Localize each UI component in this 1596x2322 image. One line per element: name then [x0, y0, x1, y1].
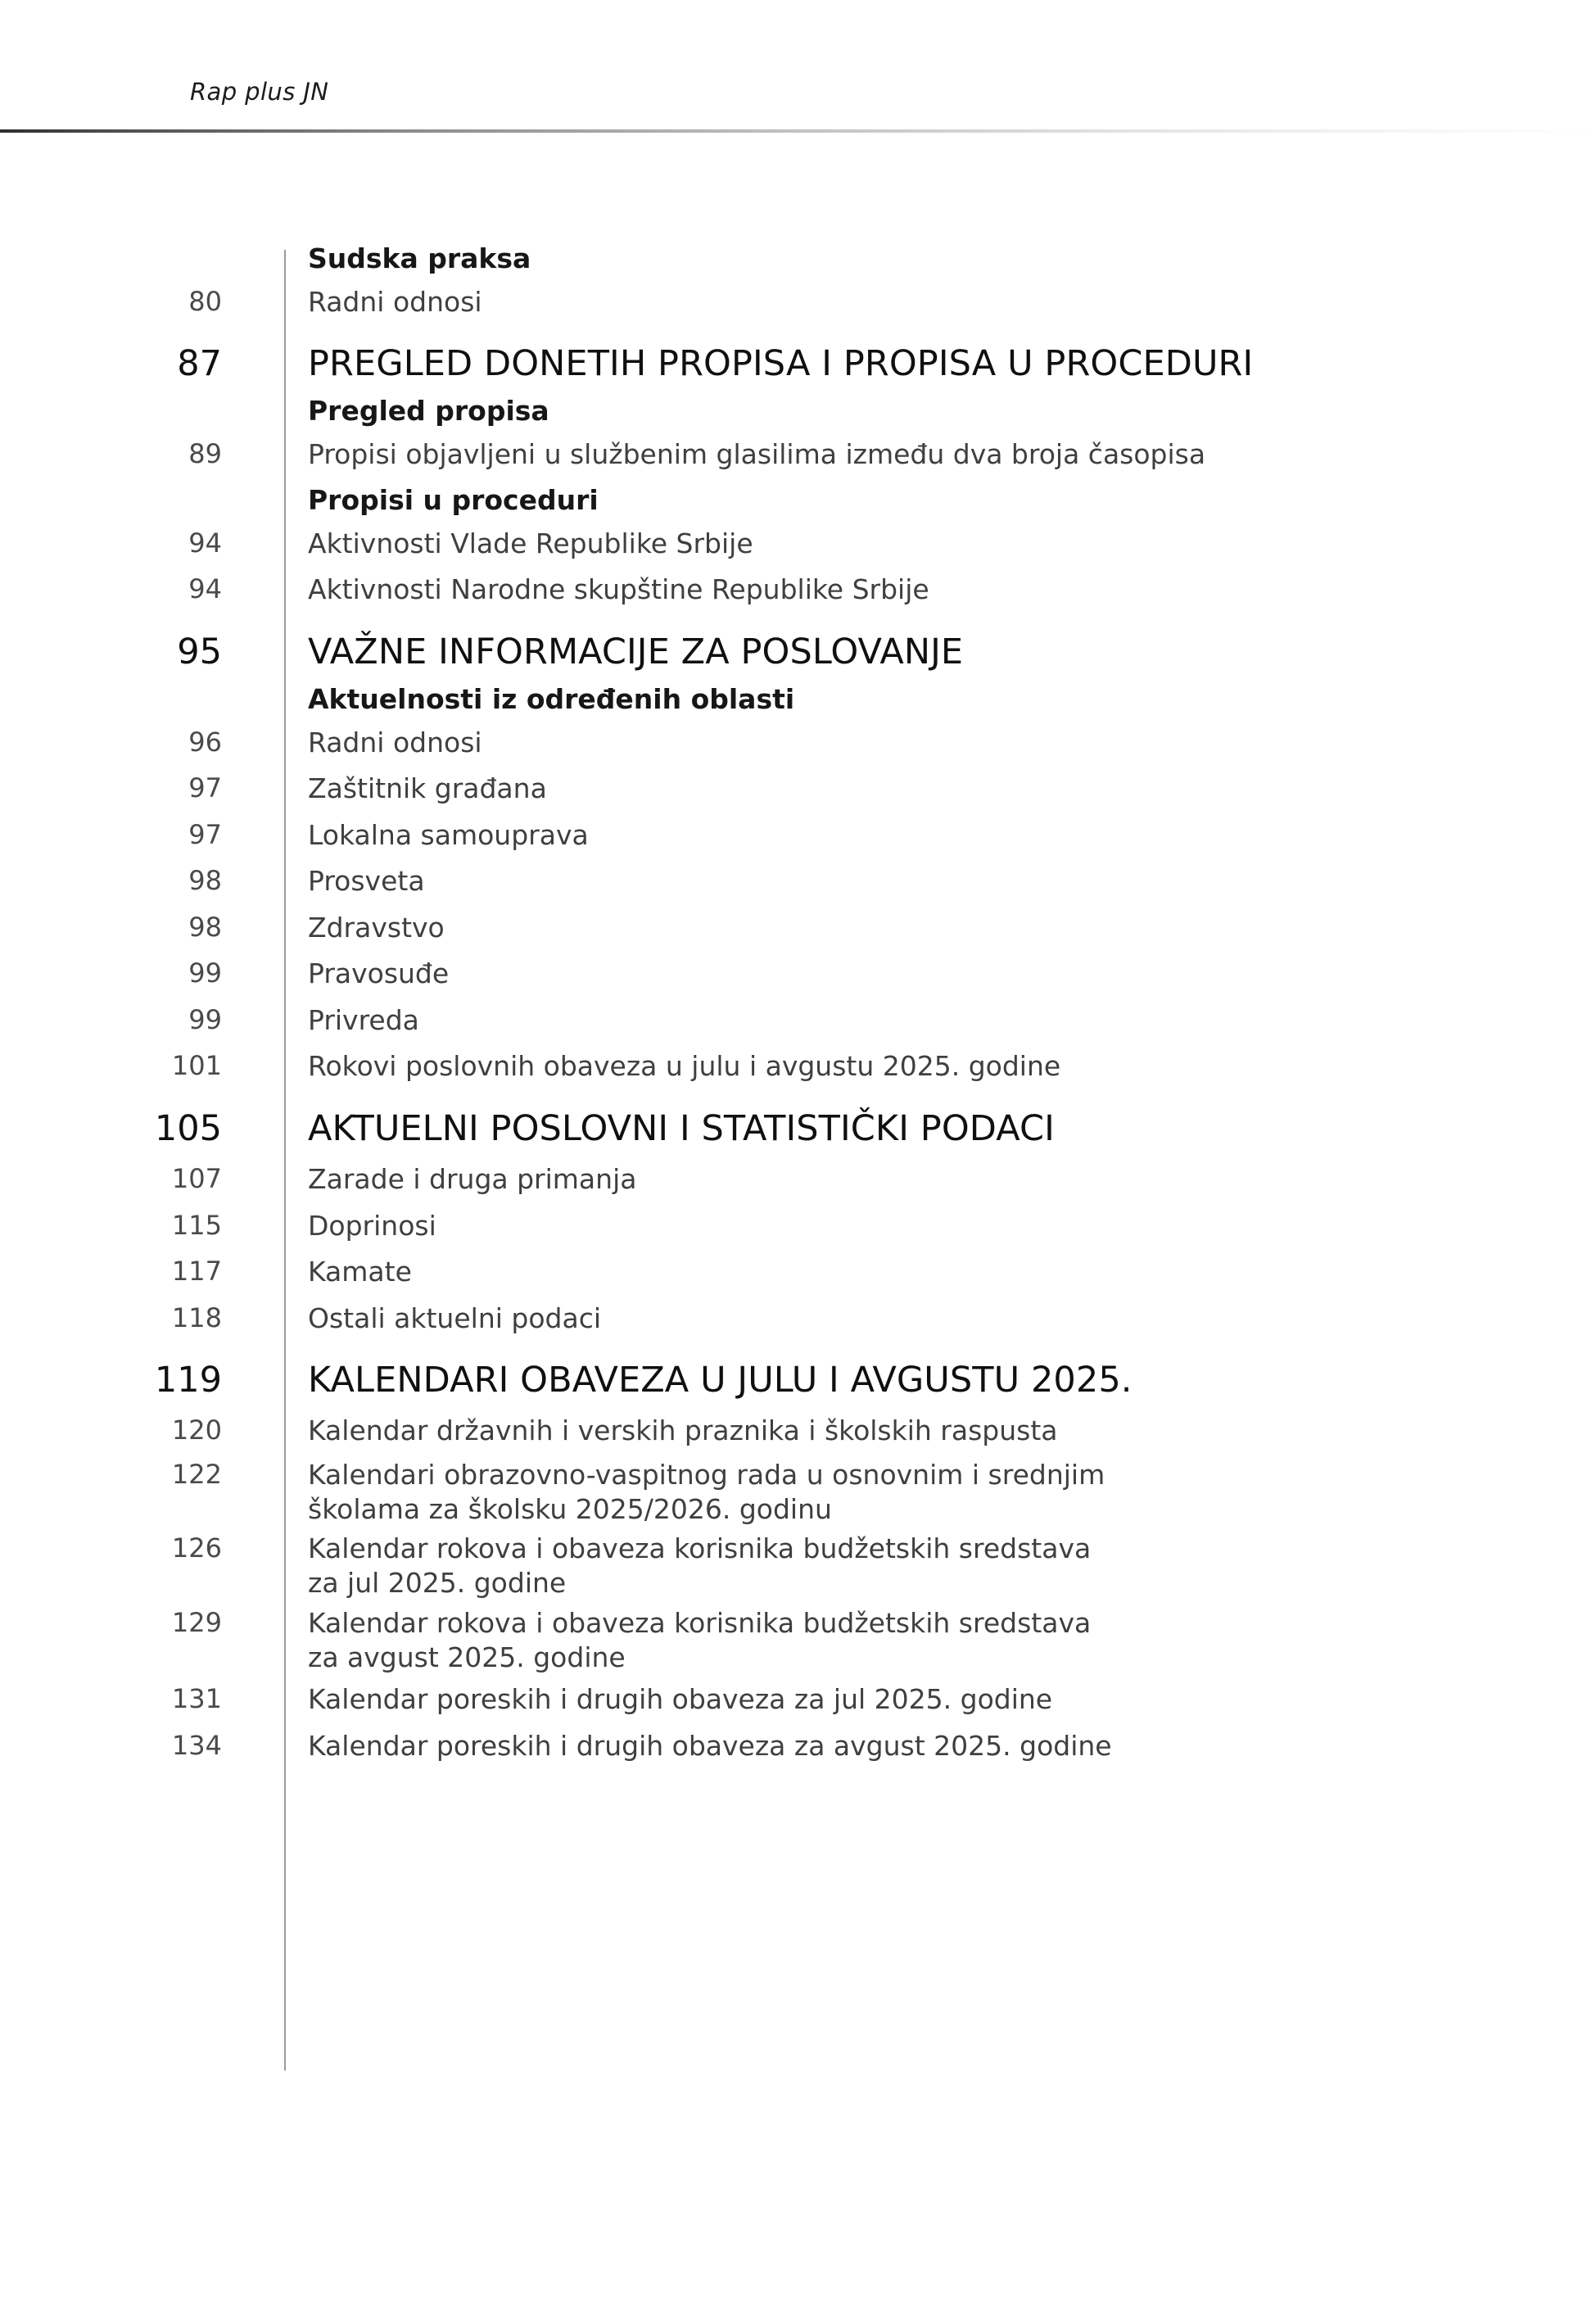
toc-rows-container — [143, 232, 1454, 1772]
toc-entry-title — [264, 1532, 1454, 1600]
toc-section-title: VAŽNE INFORMACIJE ZA POSLOVANJE — [308, 631, 964, 672]
toc-entry-row[interactable] — [143, 1532, 1454, 1600]
toc-page-number: 96 — [188, 726, 222, 758]
toc-section-row[interactable] — [143, 632, 1454, 672]
toc-section-title: KALENDARI OBAVEZA U JULU I AVGUSTU 2025. — [308, 1360, 1133, 1401]
toc-entry-title: Privreda — [308, 1003, 419, 1036]
toc-entry-title-line-2: za avgust 2025. godine — [308, 1641, 626, 1673]
toc-group-row[interactable] — [143, 683, 1454, 716]
toc-page-number: 94 — [188, 573, 222, 605]
toc-entry-row[interactable] — [143, 524, 1454, 564]
toc-entry-title: Rokovi poslovnih obaveza u julu i avgustu 2025. godine — [308, 1050, 1061, 1083]
toc-group-row[interactable] — [143, 484, 1454, 517]
toc-entry-row[interactable] — [143, 1299, 1454, 1338]
toc-page-number: 117 — [171, 1256, 222, 1288]
toc-entry-title: Doprinosi — [308, 1209, 436, 1242]
toc-page-number: 131 — [171, 1683, 222, 1715]
toc-entry-title — [264, 1458, 1454, 1527]
toc-entry-title: Aktivnosti Narodne skupštine Republike Srbije — [308, 573, 929, 606]
toc-page-number: 94 — [188, 527, 222, 559]
toc-page-number: 97 — [188, 818, 222, 850]
toc-page-number: 122 — [171, 1458, 222, 1490]
toc-section-title: AKTUELNI POSLOVNI I STATISTIČKI PODACI — [308, 1107, 1055, 1149]
toc-entry-title-line-2: školama za školsku 2025/2026. godinu — [308, 1493, 832, 1525]
toc-entry-row[interactable] — [143, 283, 1454, 322]
toc-page-number: 99 — [188, 957, 222, 989]
toc-group-title: Pregled propisa — [308, 395, 549, 428]
toc-entry-title — [264, 1606, 1454, 1675]
toc-entry-row[interactable] — [143, 723, 1454, 763]
toc-entry-row[interactable] — [143, 1160, 1454, 1199]
toc-page-number: 119 — [154, 1360, 222, 1401]
toc-entry-row[interactable] — [143, 1252, 1454, 1292]
toc-entry-title: Kalendar državnih i verskih praznika i školskih raspusta — [308, 1414, 1058, 1447]
toc-entry-title: Pravosuđe — [308, 957, 450, 990]
toc-entry-row[interactable] — [143, 908, 1454, 948]
toc-entry-title: Zarade i druga primanja — [308, 1163, 637, 1196]
toc-section-title: PREGLED DONETIH PROPISA I PROPISA U PROCEDURI — [308, 343, 1254, 385]
toc-page-number: 120 — [171, 1414, 222, 1446]
toc-entry-row[interactable] — [143, 1411, 1454, 1451]
toc-entry-row[interactable] — [143, 1727, 1454, 1766]
toc-page-number: 107 — [171, 1163, 222, 1195]
toc-entry-title: Zaštitnik građana — [308, 772, 547, 805]
toc-page-number: 99 — [188, 1003, 222, 1035]
toc-group-title: Sudska praksa — [308, 242, 531, 274]
toc-entry-title-line-1: Kalendar rokova i obaveza korisnika budžetskih sredstava — [308, 1532, 1092, 1565]
toc-entry-row[interactable] — [143, 570, 1454, 609]
toc-entry-title: Aktivnosti Vlade Republike Srbije — [308, 527, 753, 559]
toc-section-row[interactable] — [143, 1109, 1454, 1148]
toc-entry-row[interactable] — [143, 435, 1454, 474]
toc-page-number: 129 — [171, 1606, 222, 1638]
toc-page-number: 126 — [171, 1532, 222, 1564]
toc-entry-row[interactable] — [143, 1606, 1454, 1675]
toc-entry-row[interactable] — [143, 1206, 1454, 1246]
toc-group-row[interactable] — [143, 242, 1454, 275]
toc-entry-title: Kamate — [308, 1256, 412, 1288]
toc-page-number: 115 — [171, 1209, 222, 1241]
toc-entry-title: Propisi objavljeni u službenim glasilima između dva broja časopisa — [308, 437, 1206, 470]
toc-entry-title: Prosveta — [308, 865, 425, 898]
running-header-title: Rap plus JN — [190, 78, 329, 106]
toc-entry-row[interactable] — [143, 1001, 1454, 1040]
toc-group-row[interactable] — [143, 395, 1454, 428]
toc-entry-title: Ostali aktuelni podaci — [308, 1301, 602, 1334]
toc-entry-title-line-2: za jul 2025. godine — [308, 1567, 567, 1600]
toc-entry-title: Radni odnosi — [308, 285, 482, 318]
toc-page-number: 98 — [188, 911, 222, 943]
toc-page-number: 134 — [171, 1729, 222, 1761]
toc-entry-row[interactable] — [143, 954, 1454, 994]
toc-page-number: 101 — [171, 1050, 222, 1082]
toc-entry-row[interactable] — [143, 1047, 1454, 1086]
toc-entry-title: Kalendar poreskih i drugih obaveza za avgust 2025. godine — [308, 1729, 1112, 1762]
toc-page-number: 89 — [188, 437, 222, 469]
toc-page-number: 118 — [171, 1301, 222, 1333]
toc-entry-row[interactable] — [143, 1458, 1454, 1527]
toc-entry-row[interactable] — [143, 862, 1454, 901]
toc-page-number: 95 — [177, 631, 222, 672]
toc-page-number: 98 — [188, 865, 222, 897]
toc-entry-title: Radni odnosi — [308, 726, 482, 758]
toc-page-number: 97 — [188, 772, 222, 804]
toc-entry-row[interactable] — [143, 1680, 1454, 1719]
toc-entry-title-line-1: Kalendar rokova i obaveza korisnika budžetskih sredstava — [308, 1606, 1092, 1639]
toc-group-title: Propisi u proceduri — [308, 484, 599, 517]
toc-entry-row[interactable] — [143, 769, 1454, 808]
toc-page-number: 80 — [188, 285, 222, 317]
toc-page-number: 87 — [177, 343, 222, 385]
toc-entry-title-line-1: Kalendari obrazovno-vaspitnog rada u osnovnim i srednjim — [308, 1458, 1105, 1491]
toc-section-row[interactable] — [143, 1360, 1454, 1400]
toc-entry-title: Kalendar poreskih i drugih obaveza za jul 2025. godine — [308, 1683, 1053, 1716]
toc-group-title: Aktuelnosti iz određenih oblasti — [308, 683, 795, 716]
toc-entry-row[interactable] — [143, 816, 1454, 855]
toc-section-row[interactable] — [143, 344, 1454, 383]
toc-entry-title: Lokalna samouprava — [308, 818, 589, 851]
toc-entry-title: Zdravstvo — [308, 911, 445, 944]
toc-page-number: 105 — [154, 1107, 222, 1149]
